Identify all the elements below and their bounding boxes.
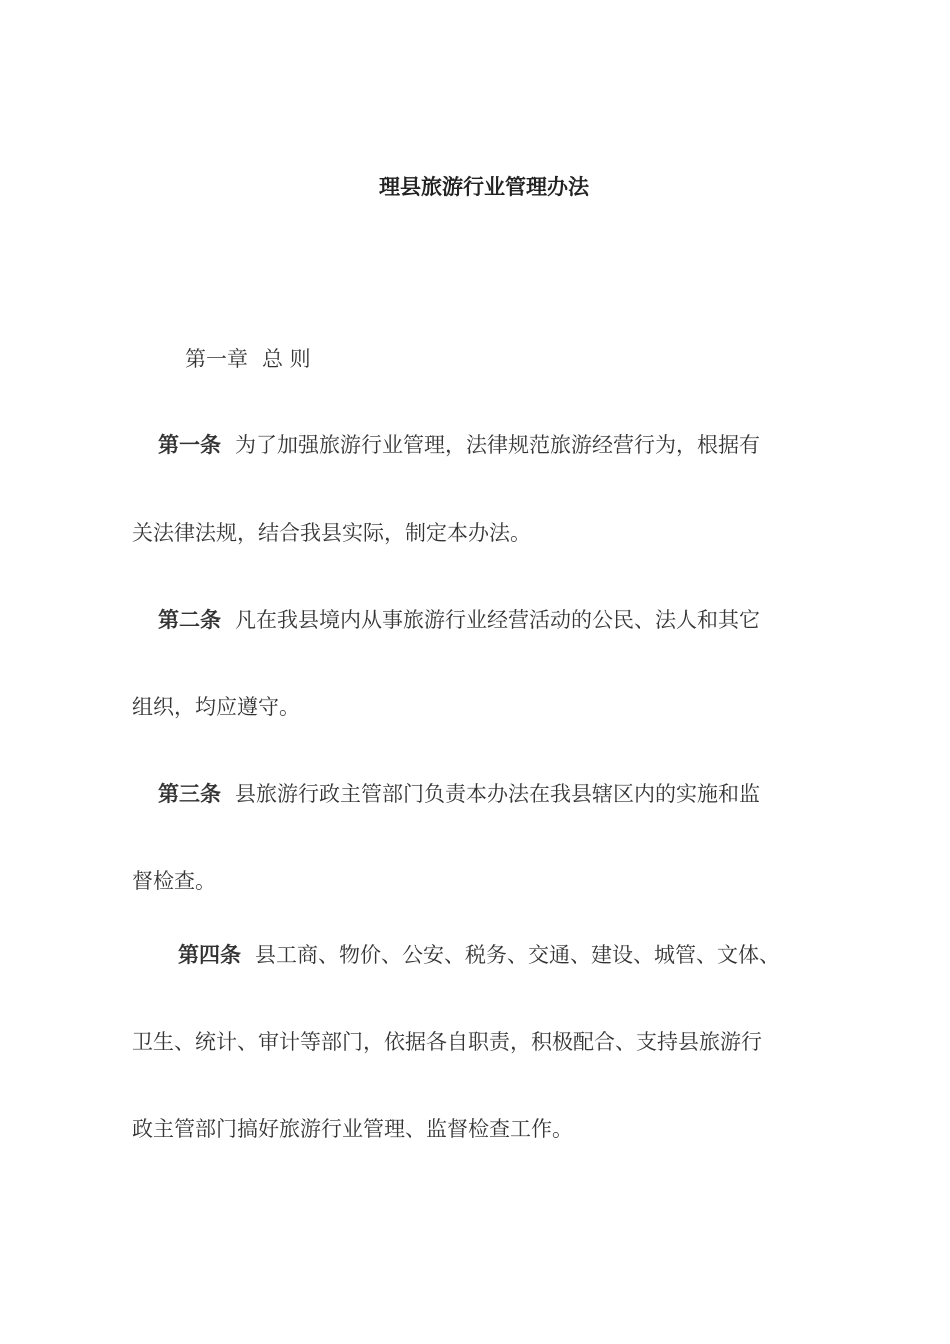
- chapter-heading: [185, 342, 311, 376]
- article-3-line-2: [132, 864, 852, 898]
- article-2-text-2: 组织，均应遵守。: [132, 695, 300, 719]
- article-4-line-3: [132, 1112, 852, 1146]
- article-1-label: 第一条: [158, 433, 221, 457]
- article-4-label: 第四条: [178, 943, 241, 967]
- article-4-text-1: 县工商、物价、公安、税务、交通、建设、城管、文体、: [255, 943, 780, 967]
- article-4-text-3: 政主管部门搞好旅游行业管理、监督检查工作。: [132, 1117, 573, 1141]
- chapter-number: 第一章: [185, 347, 248, 371]
- article-2-line-2: [132, 690, 852, 724]
- article-1-line-1: [158, 428, 878, 462]
- article-1-line-2: [132, 516, 852, 550]
- article-2-line-1: [158, 603, 878, 637]
- article-4-text-2: 卫生、统计、审计等部门，依据各自职责，积极配合、支持县旅游行: [132, 1030, 762, 1054]
- article-3-line-1: [158, 777, 878, 811]
- article-2-text-1: 凡在我县境内从事旅游行业经营活动的公民、法人和其它: [235, 608, 760, 632]
- article-2-label: 第二条: [158, 608, 221, 632]
- article-3-text-2: 督检查。: [132, 869, 216, 893]
- chapter-name: 总 则: [262, 347, 311, 371]
- article-1-text-2: 关法律法规，结合我县实际，制定本办法。: [132, 521, 531, 545]
- article-3-label: 第三条: [158, 782, 221, 806]
- article-4-line-2: [132, 1025, 852, 1059]
- article-3-text-1: 县旅游行政主管部门负责本办法在我县辖区内的实施和监: [235, 782, 760, 806]
- article-4-line-1: [178, 938, 898, 972]
- article-1-text-1: 为了加强旅游行业管理，法律规范旅游经营行为，根据有: [235, 433, 760, 457]
- document-title: 理县旅游行业管理办法: [379, 175, 589, 199]
